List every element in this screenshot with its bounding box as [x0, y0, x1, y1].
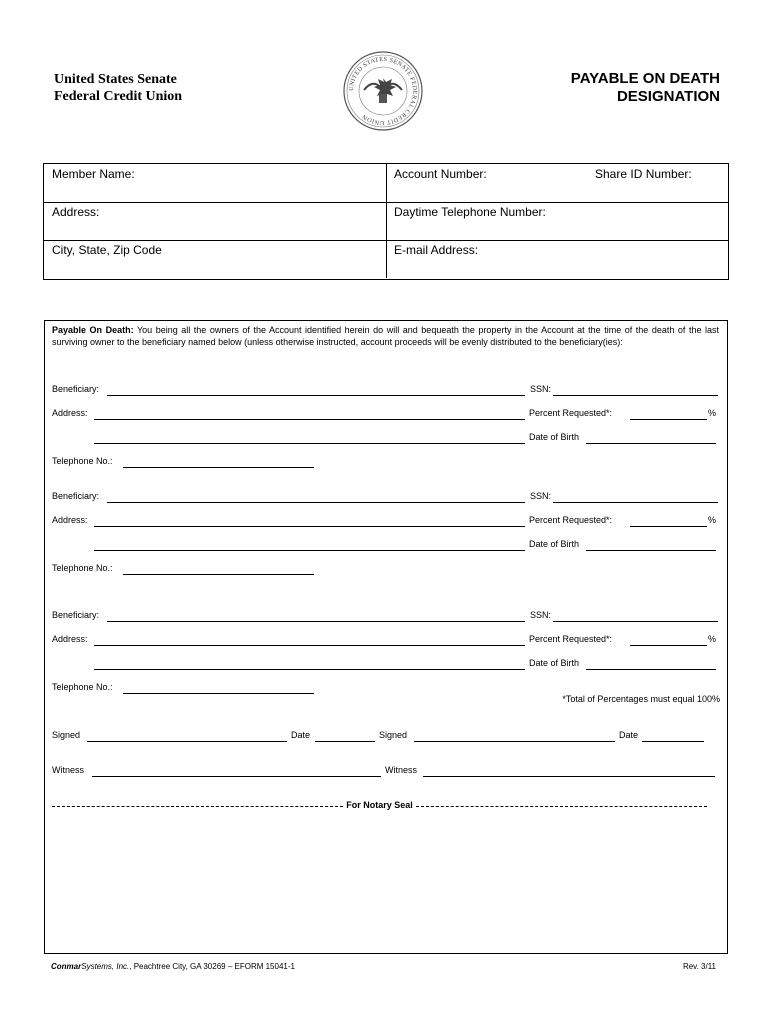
member-row-3 — [44, 240, 728, 278]
beneficiary-1-percent-line[interactable] — [630, 419, 707, 420]
city-state-zip-field[interactable]: City, State, Zip Code — [52, 243, 162, 257]
signature-1-date-line[interactable] — [315, 741, 375, 742]
beneficiary-3-ssn-line[interactable] — [553, 621, 718, 622]
beneficiary-3-name-line[interactable] — [107, 621, 525, 622]
ssn-label: SSN: — [530, 491, 552, 501]
beneficiary-1-dob-line[interactable] — [586, 443, 716, 444]
pod-statement — [52, 324, 719, 348]
beneficiary-2-percent-line[interactable] — [630, 526, 707, 527]
telephone-label: Telephone No.: — [52, 563, 113, 573]
org-line-2: Federal Credit Union — [54, 89, 183, 104]
dob-label: Date of Birth — [529, 658, 580, 668]
notary-seal-divider — [52, 800, 707, 810]
ssn-label: SSN: — [530, 610, 552, 620]
member-row-2 — [44, 202, 728, 241]
footer-company-bold: Conmar — [51, 962, 82, 971]
beneficiary-3-address-line[interactable] — [94, 645, 525, 646]
beneficiary-1-name-line[interactable] — [107, 395, 525, 396]
revision-label: Rev. 3/11 — [682, 962, 716, 971]
signature-1-line[interactable] — [87, 741, 287, 742]
beneficiary-1-address-line[interactable] — [94, 419, 525, 420]
date-label: Date — [619, 730, 639, 740]
beneficiary-2-telephone-line[interactable] — [123, 574, 314, 575]
beneficiary-2-address-line-2[interactable] — [94, 550, 525, 551]
signed-label: Signed — [52, 730, 81, 740]
footer-address: , Peachtree City, GA 30269 – EFORM 15041-1 — [129, 962, 295, 971]
beneficiary-2-name-line[interactable] — [107, 502, 525, 503]
address-label: Address: — [52, 515, 88, 525]
form-title — [480, 70, 720, 106]
notary-seal-area[interactable] — [52, 816, 720, 946]
title-line-1: PAYABLE ON DEATH — [570, 70, 720, 87]
email-field[interactable]: E-mail Address: — [394, 243, 479, 257]
member-info-box — [43, 163, 729, 280]
percent-sign: % — [708, 408, 717, 418]
beneficiary-2-dob-line[interactable] — [586, 550, 716, 551]
title-line-2: DESIGNATION — [616, 88, 720, 105]
beneficiary-label: Beneficiary: — [52, 384, 100, 394]
signed-label: Signed — [379, 730, 408, 740]
designation-form — [44, 320, 728, 954]
senate-seal-logo — [342, 50, 424, 132]
witness-label: Witness — [385, 765, 418, 775]
beneficiary-1-address-line-2[interactable] — [94, 443, 525, 444]
percent-label: Percent Requested*: — [529, 634, 613, 644]
notary-seal-label: For Notary Seal — [346, 800, 413, 810]
date-label: Date — [291, 730, 311, 740]
footer-company-rest: Systems, Inc. — [81, 962, 130, 971]
witness-1-line[interactable] — [92, 776, 381, 777]
daytime-phone-field[interactable]: Daytime Telephone Number: — [394, 205, 546, 219]
witness-2-line[interactable] — [423, 776, 715, 777]
beneficiary-1-telephone-line[interactable] — [123, 467, 314, 468]
member-name-field[interactable]: Member Name: — [52, 167, 135, 181]
beneficiary-2-address-line[interactable] — [94, 526, 525, 527]
address-label: Address: — [52, 408, 88, 418]
ssn-label: SSN: — [530, 384, 552, 394]
pod-text: You being all the owners of the Account identified herein do will and bequeath the property in the Account at the time of the death of the last surviving owner to the beneficiary named below (unless otherwise instructed, account proceeds will be evenly distributed to the beneficiary(ies): — [52, 325, 719, 347]
telephone-label: Telephone No.: — [52, 682, 113, 692]
footer-company — [51, 962, 295, 971]
signature-2-date-line[interactable] — [642, 741, 704, 742]
total-percent-note: *Total of Percentages must equal 100% — [562, 694, 720, 704]
beneficiary-label: Beneficiary: — [52, 491, 100, 501]
percent-label: Percent Requested*: — [529, 408, 613, 418]
dob-label: Date of Birth — [529, 539, 580, 549]
beneficiary-3-address-line-2[interactable] — [94, 669, 525, 670]
percent-sign: % — [708, 634, 717, 644]
percent-label: Percent Requested*: — [529, 515, 613, 525]
member-address-field[interactable]: Address: — [52, 205, 100, 219]
seal-text: UNITED STATES SENATE FEDERAL CREDIT UNION — [347, 55, 419, 127]
beneficiary-3-telephone-line[interactable] — [123, 693, 314, 694]
member-row-1 — [44, 164, 728, 203]
dob-label: Date of Birth — [529, 432, 580, 442]
beneficiary-2-ssn-line[interactable] — [553, 502, 718, 503]
org-line-1: United States Senate — [54, 72, 177, 87]
account-number-field[interactable]: Account Number: — [394, 167, 487, 181]
beneficiary-3-percent-line[interactable] — [630, 645, 707, 646]
beneficiary-1-ssn-line[interactable] — [553, 395, 718, 396]
telephone-label: Telephone No.: — [52, 456, 113, 466]
witness-label: Witness — [52, 765, 85, 775]
share-id-field[interactable]: Share ID Number: — [595, 167, 692, 181]
address-label: Address: — [52, 634, 88, 644]
percent-sign: % — [708, 515, 717, 525]
beneficiary-label: Beneficiary: — [52, 610, 100, 620]
signature-2-line[interactable] — [414, 741, 615, 742]
pod-lead: Payable On Death: — [52, 325, 134, 335]
credit-union-name — [54, 71, 182, 105]
beneficiary-3-dob-line[interactable] — [586, 669, 716, 670]
